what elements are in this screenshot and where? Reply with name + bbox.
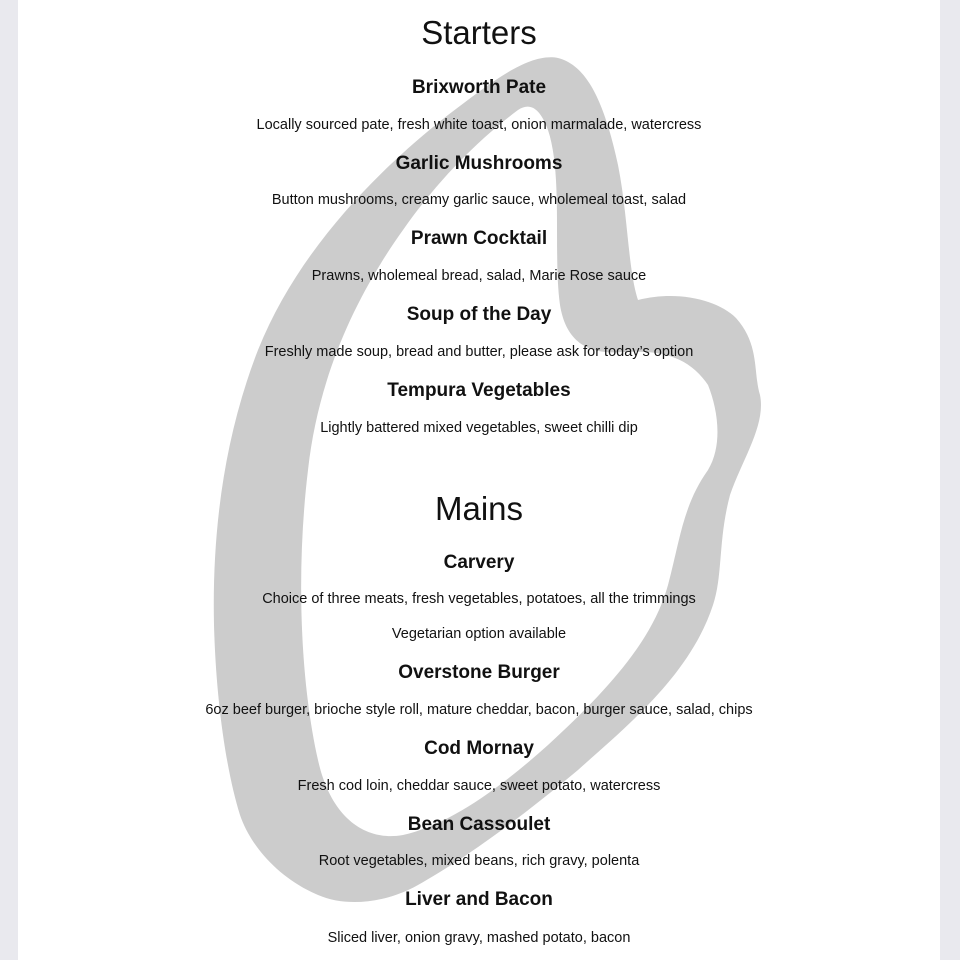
dish-name: Cod Mornay: [424, 738, 534, 759]
dish-description: Prawns, wholemeal bread, salad, Marie Rose sauce: [311, 268, 647, 284]
dish-name: Bean Cassoulet: [407, 814, 551, 835]
starters-heading: Starters: [421, 14, 537, 51]
dish-name: Prawn Cocktail: [410, 228, 548, 249]
dish-description: Freshly made soup, bread and butter, please ask for today’s option: [264, 344, 694, 360]
dish-description: Locally sourced pate, fresh white toast, onion marmalade, watercress: [256, 117, 702, 133]
dish-name: Overstone Burger: [398, 662, 560, 683]
dish-description: Fresh cod loin, cheddar sauce, sweet potato, watercress: [297, 778, 661, 794]
dish-note: Vegetarian option available: [391, 626, 567, 642]
dish-name: Tempura Vegetables: [387, 380, 571, 401]
menu-content: [18, 0, 940, 960]
dish-name: Liver and Bacon: [405, 889, 553, 910]
dish-name: Garlic Mushrooms: [395, 153, 563, 174]
dish-description: Lightly battered mixed vegetables, sweet chilli dip: [320, 420, 638, 436]
dish-description: Choice of three meats, fresh vegetables, potatoes, all the trimmings: [262, 591, 696, 607]
dish-name: Brixworth Pate: [411, 77, 547, 98]
dish-description: 6oz beef burger, brioche style roll, mature cheddar, bacon, burger sauce, salad, chips: [205, 702, 753, 718]
mains-heading: Mains: [434, 490, 524, 527]
dish-name: Soup of the Day: [406, 304, 552, 325]
menu-page: [18, 0, 940, 960]
dish-name: Carvery: [443, 552, 515, 573]
dish-description: Root vegetables, mixed beans, rich gravy, polenta: [318, 853, 640, 869]
dish-description: Button mushrooms, creamy garlic sauce, wholemeal toast, salad: [271, 192, 687, 208]
dish-description: Sliced liver, onion gravy, mashed potato, bacon: [327, 930, 631, 946]
